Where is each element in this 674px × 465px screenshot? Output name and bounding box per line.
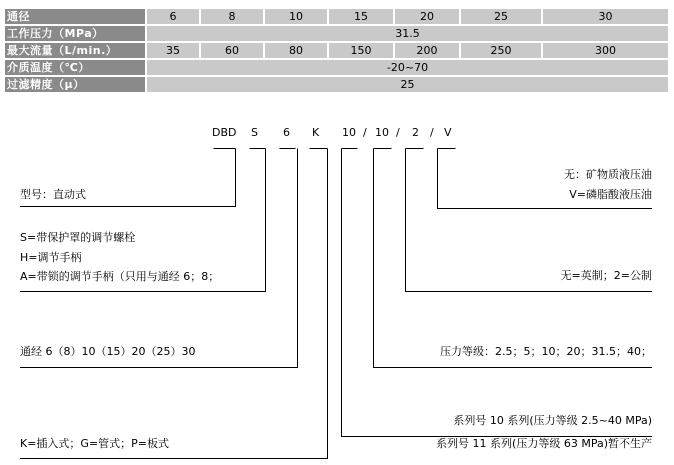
code-part-bore: 6 (283, 126, 290, 139)
legend-fluid-v: V=磷脂酸液压油 (569, 188, 652, 201)
spec-cell: 60 (201, 43, 263, 58)
code-part-series: 10 (342, 126, 356, 139)
spec-label-pressure: 工作压力（MPa） (5, 26, 145, 41)
legend-bore: 通经 6（8）10（15）20（25）30 (20, 345, 196, 358)
code-part-pressure: 10 (375, 126, 389, 139)
spec-label-filtration: 过滤精度（μ） (5, 77, 145, 92)
legend-series-10: 系列号 10 系列(压力等级 2.5~40 MPa) (453, 414, 652, 427)
spec-label-temperature: 介质温度（℃） (5, 60, 145, 75)
spec-cell: 8 (201, 9, 263, 24)
spec-cell: 10 (265, 9, 327, 24)
legend-pressure: 压力等级：2.5；5；10；20；31.5；40； (440, 345, 652, 358)
legend-adjust-a: A=带锁的调节手柄（只用与通经 6；8； (20, 270, 220, 283)
code-part-unit: 2 (412, 126, 419, 139)
spec-cell: 31.5 (147, 26, 668, 41)
code-part-dbd: DBD (212, 126, 237, 139)
code-part-k: K (312, 126, 320, 139)
spec-label-flow: 最大流量（L/min.） (5, 43, 145, 58)
code-separator: / (396, 126, 400, 139)
spec-cell: 20 (395, 9, 459, 24)
spec-cell: 6 (147, 9, 199, 24)
spec-cell: -20~70 (147, 60, 668, 75)
code-part-s: S (251, 126, 258, 139)
spec-cell: 25 (461, 9, 541, 24)
spec-cell: 80 (265, 43, 327, 58)
legend-mount: K=插入式；G=管式；P=板式 (20, 437, 170, 450)
legend-fluid-none: 无：矿物质液压油 (564, 168, 652, 181)
legend-adjust-s: S=带保护罩的调节螺栓 (20, 231, 136, 244)
spec-cell: 200 (395, 43, 459, 58)
code-separator: / (430, 126, 434, 139)
spec-cell: 35 (147, 43, 199, 58)
spec-cell: 150 (329, 43, 393, 58)
legend-adjust-h: H=调节手柄 (20, 251, 82, 264)
spec-cell: 15 (329, 9, 393, 24)
spec-cell: 300 (543, 43, 668, 58)
spec-cell: 30 (543, 9, 668, 24)
code-part-fluid: V (444, 126, 452, 139)
spec-label-bore: 通径 (5, 9, 145, 24)
legend-series-11: 系列号 11 系列(压力等级 63 MPa)暂不生产 (436, 437, 652, 450)
spec-cell: 25 (147, 77, 668, 92)
code-separator: / (363, 126, 367, 139)
legend-type: 型号：直动式 (20, 188, 86, 201)
legend-unit: 无=英制；2=公制 (560, 269, 652, 282)
spec-cell: 250 (461, 43, 541, 58)
